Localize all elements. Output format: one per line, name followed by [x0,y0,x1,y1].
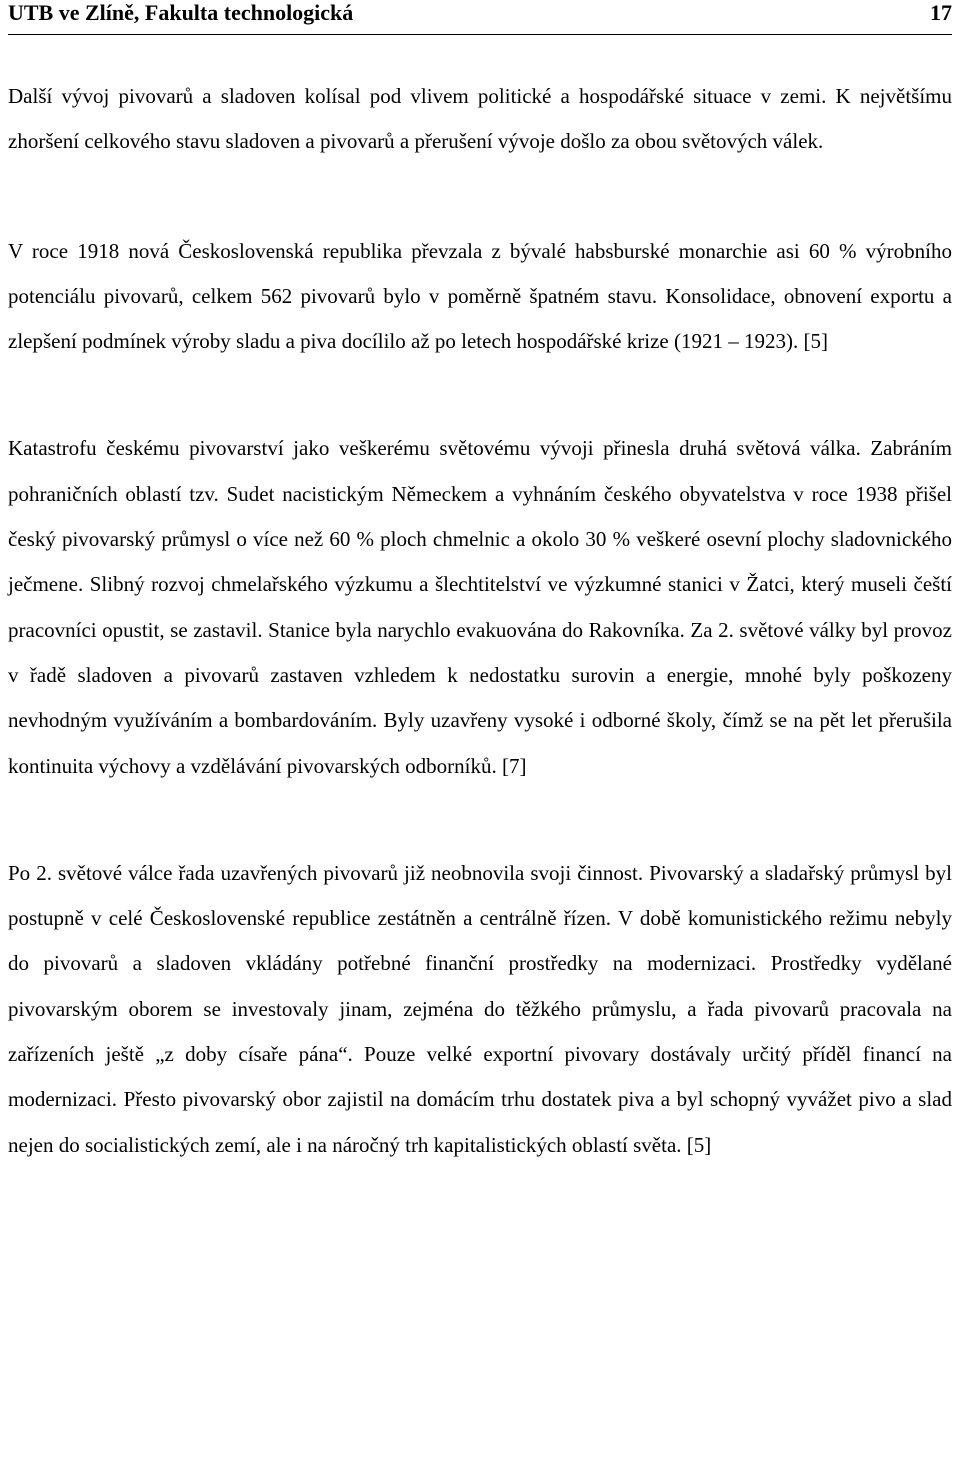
header-title: UTB ve Zlíně, Fakulta technologická [8,0,354,25]
page-header [8,0,952,35]
paragraph: Katastrofu českému pivovarství jako veškerému světovému vývoji přinesla druhá světová válka. Zabráním pohraničních oblastí tzv. Sudet nacistickým Německem a vyhnáním českého obyvatelstva v roce 1938 přišel český pivovarský průmysl o více než 60 % ploch chmelnic a okolo 30 % veškeré osevní plochy sladovnického ječmene. Slibný rozvoj chmelařského výzkumu a šlechtitelství ve výzkumné stanici v Žatci, který museli čeští pracovníci opustit, se zastavil. Stanice byla narychlo evakuována do Rakovníka. Za 2. světové války byl provoz v řadě sladoven a pivovarů zastaven vzhledem k nedostatku surovin a energie, mnohé byly poškozeny nevhodným využíváním a bombardováním. Byly uzavřeny vysoké i odborné školy, čímž se na pět let přerušila kontinuita výchovy a vzdělávání pivovarských odborníků. [7] [8,436,952,778]
page-number: 17 [930,0,952,25]
paragraph: Další vývoj pivovarů a sladoven kolísal pod vlivem politické a hospodářské situace v zemi. K největšímu zhoršení celkového stavu sladoven a pivovarů a přerušení vývoje došlo za obou světových válek. [8,84,952,154]
paragraph: V roce 1918 nová Československá republika převzala z bývalé habsburské monarchie asi 60 % výrobního potenciálu pivovarů, celkem 562 pivovarů bylo v poměrně špatném stavu. Konsolidace, obnovení exportu a zlepšení podmínek výroby sladu a piva docílilo až po letech hospodářské krize (1921 – 1923). [5] [8,238,952,354]
document-body [8,74,952,1168]
paragraph: Po 2. světové válce řada uzavřených pivovarů již neobnovila svoji činnost. Pivovarský a sladařský průmysl byl postupně v celé Československé republice zestátněn a centrálně řízen. V době komunistického režimu nebyly do pivovarů a sladoven vkládány potřebné finanční prostředky na modernizaci. Prostředky vydělané pivovarským oborem se investovaly jinam, zejména do těžkého průmyslu, a řada pivovarů pracovala na zařízeních ještě „z doby císaře pána“. Pouze velké exportní pivovary dostávaly určitý příděl financí na modernizaci. Přesto pivovarský obor zajistil na domácím trhu dostatek piva a byl schopný vyvážet pivo a slad nejen do socialistických zemí, ale i na náročný trh kapitalistických oblastí světa. [5] [8,860,952,1157]
